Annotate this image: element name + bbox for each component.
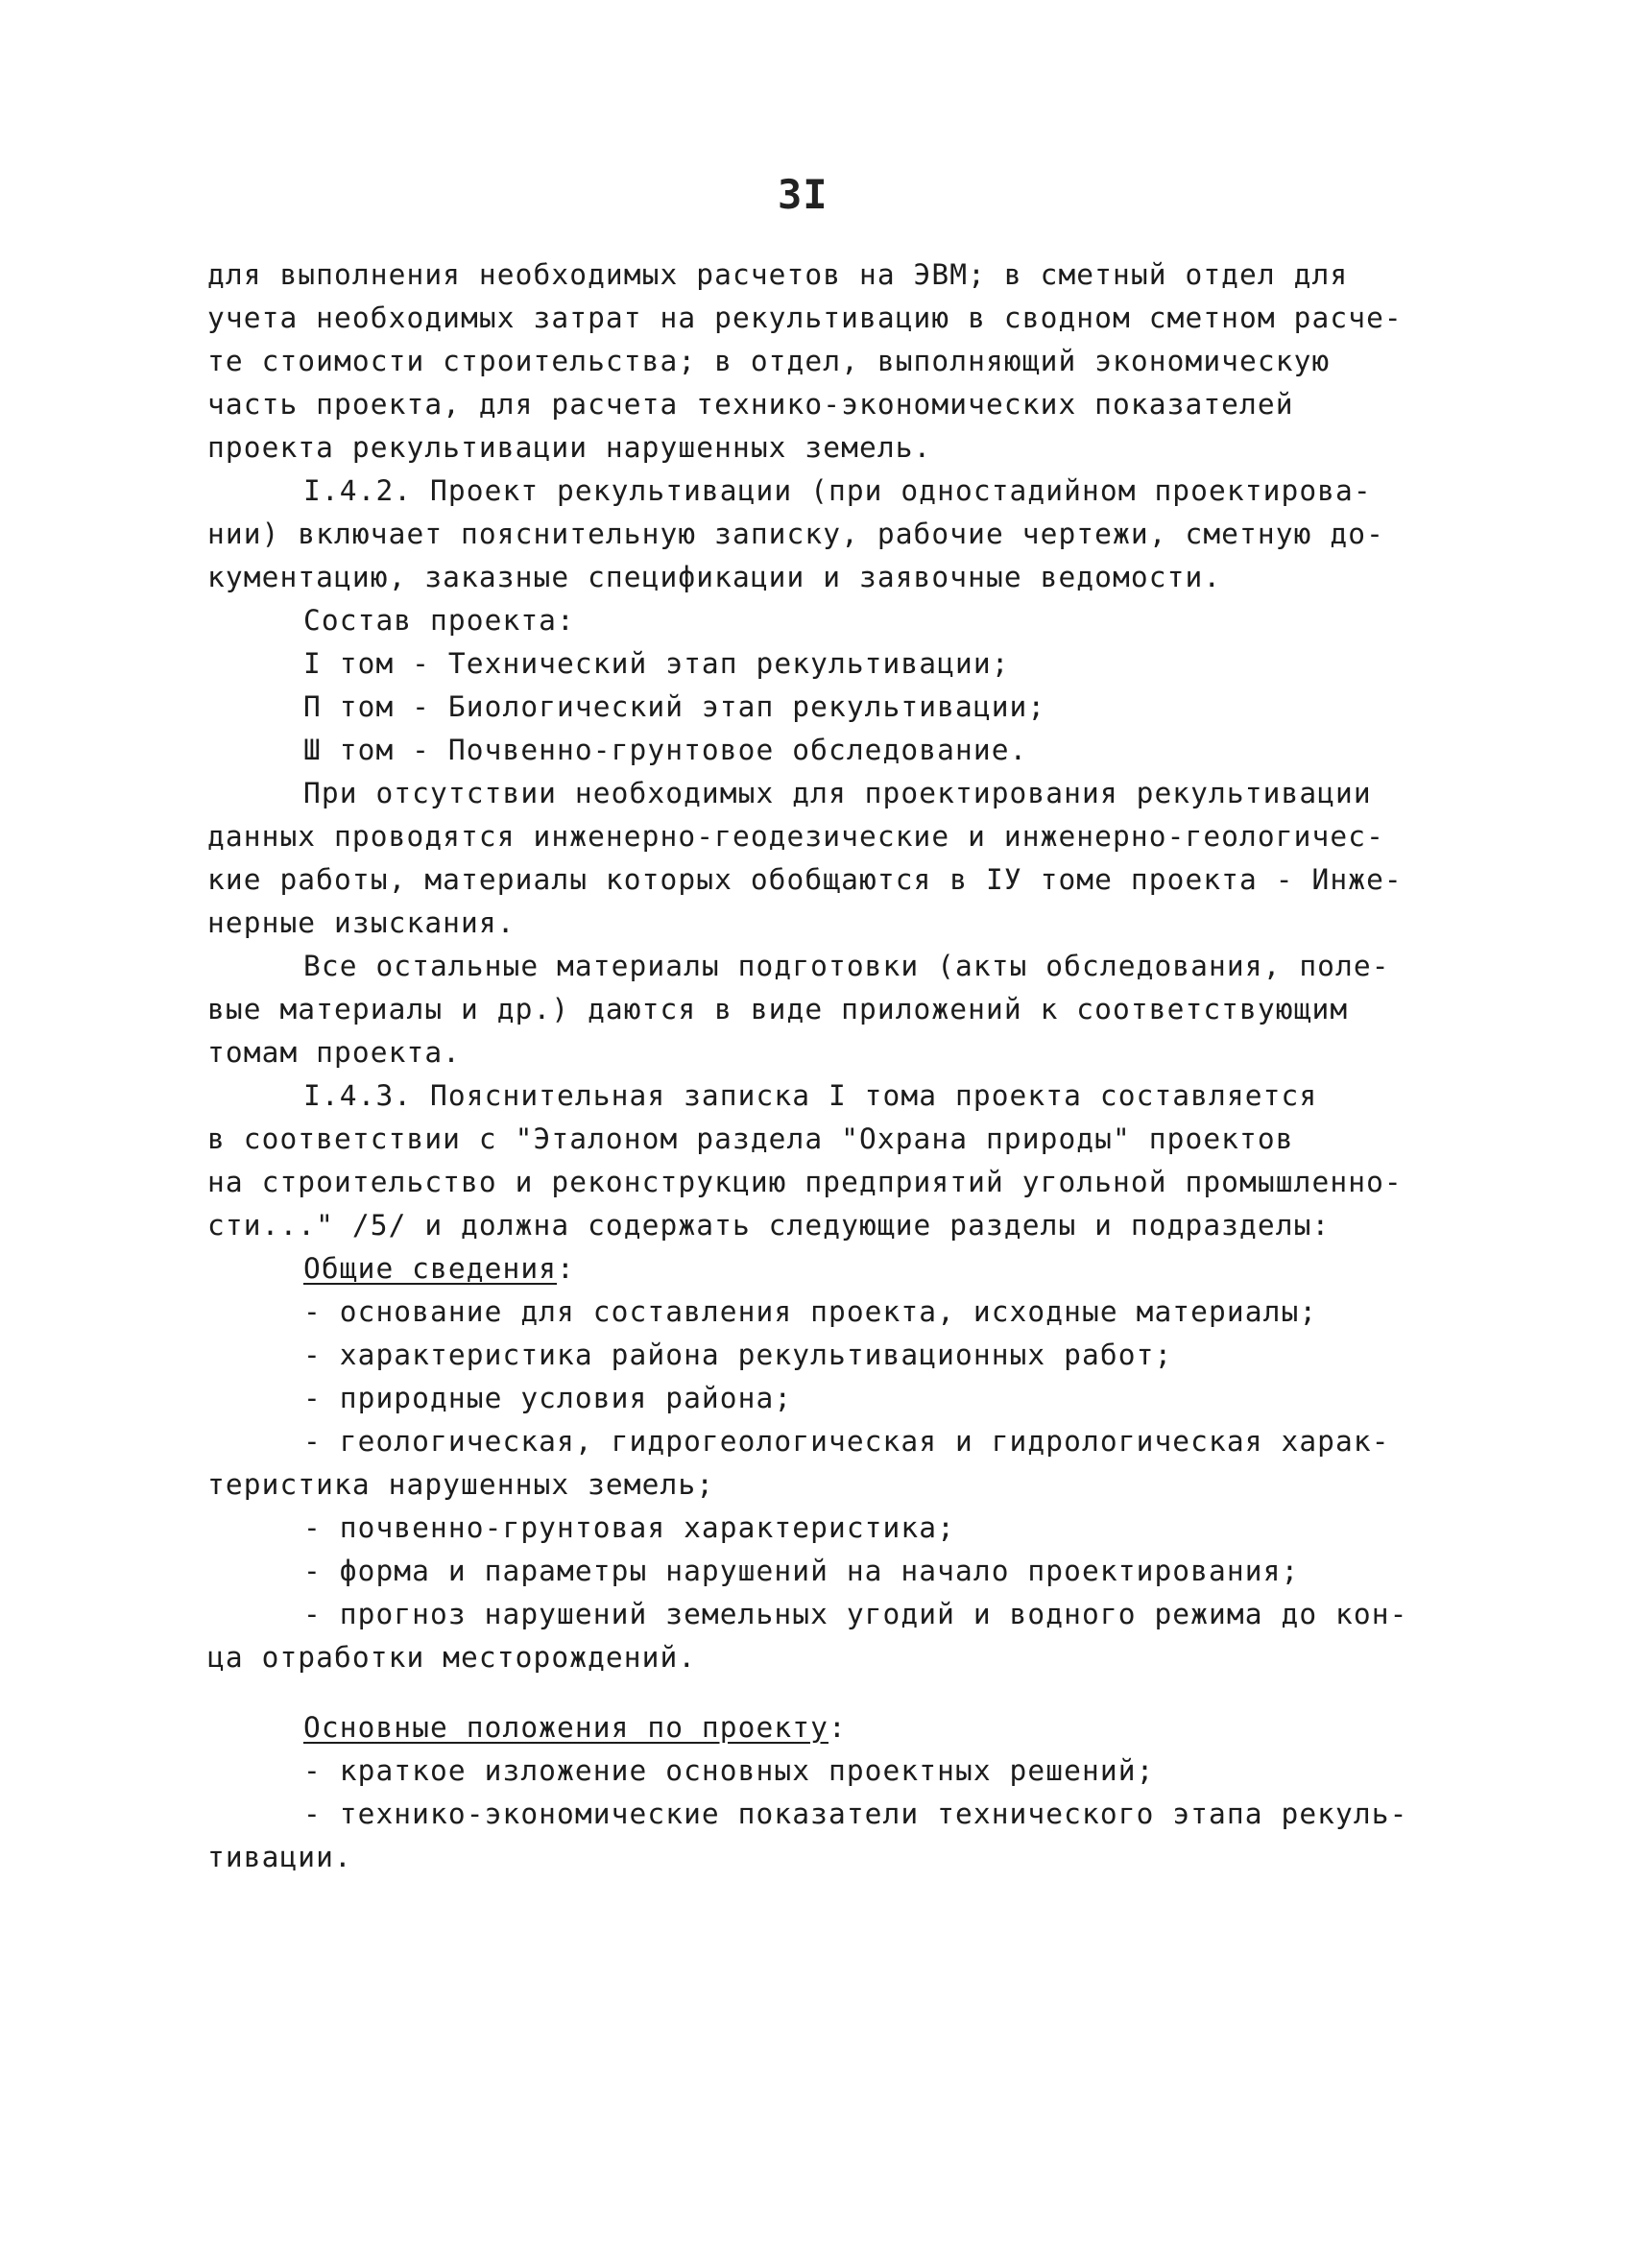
text-line: учета необходимых затрат на рекультивацию в сводном сметном расче- [207,302,1403,334]
text-line: кументацию, заказные спецификации и заявочные ведомости. [207,561,1222,593]
text-line: теристика нарушенных земель; [207,1468,715,1501]
text-line: - форма и параметры нарушений на начало проектирования; [303,1555,1300,1587]
text-line: - почвенно-грунтовая характеристика; [303,1511,955,1544]
text-line: те стоимости строительства; в отдел, выполняющий экономическую [207,345,1331,377]
text-line: для выполнения необходимых расчетов на ЭВМ; в сметный отдел для [207,258,1349,291]
text-line: При отсутствии необходимых для проектирования рекультивации [303,777,1372,809]
text-line: - природные условия района; [303,1382,793,1414]
text-line: данных проводятся инженерно-геодезические и инженерно-геологичес- [207,820,1384,853]
section-general-list [207,1291,1455,1679]
text-line: часть проекта, для расчета технико-экономических показателей [207,388,1294,421]
text-line: - технико-экономические показатели технического этапа рекуль- [303,1798,1408,1830]
text-line: П том - Биологический этап рекультивации; [303,690,1046,723]
main-paragraphs [207,253,1455,1247]
text-line: - геологическая, гидрогеологическая и гидрологическая харак- [303,1425,1390,1458]
text-line: Все остальные материалы подготовки (акты обследования, поле- [303,950,1390,982]
text-line: нерные изыскания. [207,906,516,939]
text-line: на строительство и реконструкцию предприятий угольной промышленно- [207,1166,1403,1198]
section-heading-project [207,1706,1455,1749]
page-number: 3I [778,171,829,218]
text-line: ца отработки месторождений. [207,1641,697,1674]
text-line: проекта рекультивации нарушенных земель. [207,431,932,464]
text-line: тивации. [207,1841,352,1873]
text-line: - характеристика района рекультивационных работ; [303,1339,1173,1371]
text-line: - основание для составления проекта, исходные материалы; [303,1295,1318,1328]
text-line: Состав проекта: [303,604,575,637]
section-heading-general [207,1247,1455,1291]
text-line: в соответствии с "Эталоном раздела "Охрана природы" проектов [207,1122,1294,1155]
body-text [207,253,1455,1879]
text-line: I.4.3. Пояснительная записка I тома проекта составляется [303,1079,1318,1112]
section-gap [207,1679,1455,1706]
text-line: томам проекта. [207,1036,462,1069]
text-line: нии) включает пояснительную записку, рабочие чертежи, сметную до- [207,518,1384,550]
text-line: сти..." /5/ и должна содержать следующие разделы и подразделы: [207,1209,1331,1242]
section-project-list [207,1749,1455,1879]
text-line: кие работы, материалы которых обобщаются в IУ томе проекта - Инже- [207,863,1403,896]
text-line: вые материалы и др.) даются в виде приложений к соответствующим [207,993,1349,1025]
text-line: - краткое изложение основных проектных решений; [303,1754,1155,1787]
text-line: Ш том - Почвенно-грунтовое обследование. [303,734,1028,766]
section-heading-project-text: Основные положения по проекту [303,1711,829,1744]
section-heading-general-text: Общие сведения [303,1252,558,1285]
text-line: I.4.2. Проект рекультивации (при одностадийном проектирова- [303,474,1372,507]
section-heading-general-colon: : [557,1252,575,1285]
text-line: - прогноз нарушений земельных угодий и водного режима до кон- [303,1598,1408,1630]
text-line: I том - Технический этап рекультивации; [303,647,1010,680]
section-heading-project-colon: : [828,1711,847,1744]
